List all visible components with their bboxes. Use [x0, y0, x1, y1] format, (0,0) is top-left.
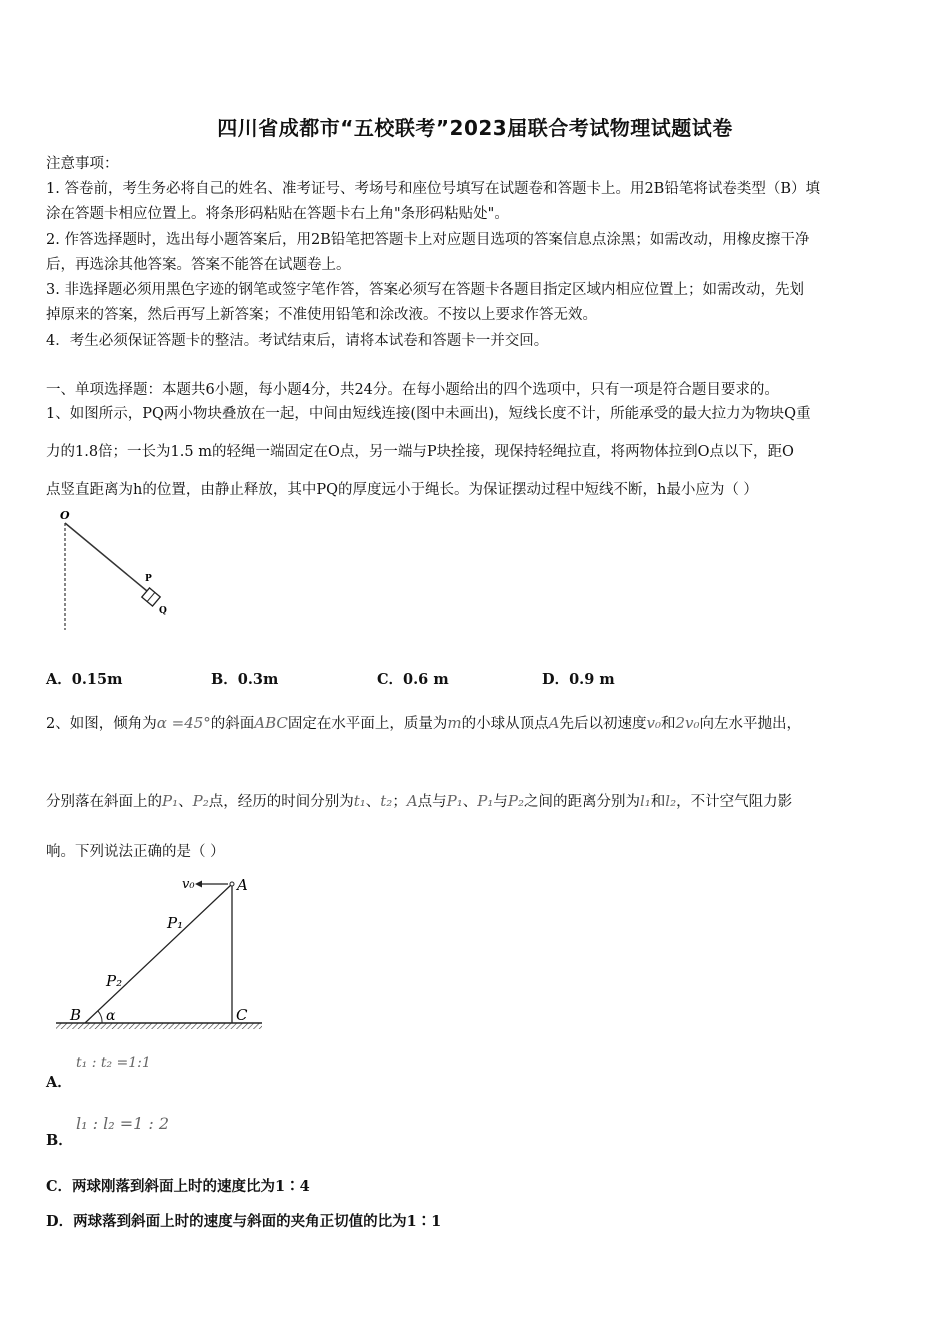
q2-option-a-label: A．: [46, 1074, 72, 1091]
incline-line: [85, 884, 232, 1023]
label-P2: P₂: [106, 972, 123, 990]
notice-line: 掉原来的答案，然后再写上新答案；不准使用铅笔和涂改液。不按以上要求作答无效。: [46, 307, 597, 323]
q1-pendulum-figure: [50, 505, 190, 635]
q1-option-b[interactable]: B．0.3m: [211, 671, 279, 688]
q1-stem-line: 点竖直距离为h的位置，由静止释放，其中PQ的厚度远小于绳长。为保证摆动过程中短线不断，h最小应为（ ）: [46, 482, 758, 498]
label-P: P: [145, 574, 152, 584]
notice-line: 涂在答题卡相应位置上。将条形码粘贴在答题卡右上角"条形码粘贴处"。: [46, 206, 509, 222]
label-v0: v₀: [182, 877, 195, 892]
q2-option-b[interactable]: [46, 1113, 916, 1153]
q2-stem-line-3: 响。下列说法正确的是（ ）: [46, 844, 225, 860]
label-B: B: [70, 1006, 82, 1024]
section-heading: 一、单项选择题：本题共6小题，每小题4分，共24分。在每小题给出的四个选项中，只有一项是符合题目要求的。: [46, 382, 779, 398]
label-Q: Q: [159, 606, 167, 616]
q2-option-c[interactable]: C．两球刚落到斜面上时的速度比为1∶4: [46, 1178, 310, 1195]
q2-incline-figure: [50, 870, 270, 1035]
label-C: C: [236, 1006, 248, 1024]
q2-option-d[interactable]: D．两球落到斜面上时的速度与斜面的夹角正切值的比为1∶1: [46, 1213, 442, 1230]
label-P1: P₁: [167, 914, 184, 932]
point-A: [230, 882, 234, 886]
notice-heading: 注意事项：: [46, 156, 119, 172]
rope-line: [65, 523, 147, 591]
notice-line: 2. 作答选择题时，选出每小题答案后，用2B铅笔把答题卡上对应题目选项的答案信息点涂黑；如需改动，用橡皮擦干净: [46, 232, 810, 248]
velocity-arrowhead: [195, 881, 202, 888]
q2-stem-line-2: 分别落在斜面上的P₁、P₂点，经历的时间分别为t₁、t₂；A点与P₁、P₁与P₂之间的距离分别为l₁和l₂，不计空气阻力影: [46, 792, 793, 810]
ground-hatch: [56, 1023, 262, 1029]
label-alpha: α: [106, 1008, 116, 1024]
q1-option-c[interactable]: C．0.6 m: [377, 671, 449, 688]
q2-option-b-math: l₁ : l₂ =1 : 2: [76, 1114, 170, 1133]
q2-option-a[interactable]: [46, 1055, 916, 1095]
label-O: O: [60, 509, 70, 522]
angle-arc: [98, 1011, 102, 1023]
q2-stem-line-1: 2、如图，倾角为α =45°的斜面ABC固定在水平面上，质量为m的小球从顶点A先后以初速度v₀和2v₀向左水平抛出，: [46, 714, 802, 732]
q1-stem-line: 1、如图所示，PQ两小物块叠放在一起，中间由短线连接(图中未画出)，短线长度不计，所能承受的最大拉力为物块Q重: [46, 406, 811, 422]
q2-option-b-label: B．: [46, 1132, 73, 1149]
page-title: 四川省成都市“五校联考”2023届联合考试物理试题试卷: [217, 116, 733, 140]
q1-option-a[interactable]: A．0.15m: [46, 671, 123, 688]
notice-line: 后，再选涂其他答案。答案不能答在试题卷上。: [46, 257, 351, 273]
pq-blocks: [142, 588, 160, 606]
q1-stem-line: 力的1.8倍；一长为1.5 m的轻绳一端固定在O点，另一端与P块拴接，现保持轻绳拉直，将两物体拉到O点以下，距O: [46, 444, 794, 460]
q2-option-a-math: t₁ : t₂ =1:1: [76, 1055, 151, 1071]
notice-line: 1. 答卷前，考生务必将自己的姓名、准考证号、考场号和座位号填写在试题卷和答题卡上。用2B铅笔将试卷类型（B）填: [46, 181, 820, 197]
notice-line: 4．考生必须保证答题卡的整洁。考试结束后，请将本试卷和答题卡一并交回。: [46, 333, 549, 349]
q1-option-d[interactable]: D．0.9 m: [542, 671, 615, 688]
notice-line: 3. 非选择题必须用黑色字迹的钢笔或签字笔作答，答案必须写在答题卡各题目指定区域内相应位置上；如需改动，先划: [46, 282, 804, 298]
label-A: A: [237, 876, 248, 894]
